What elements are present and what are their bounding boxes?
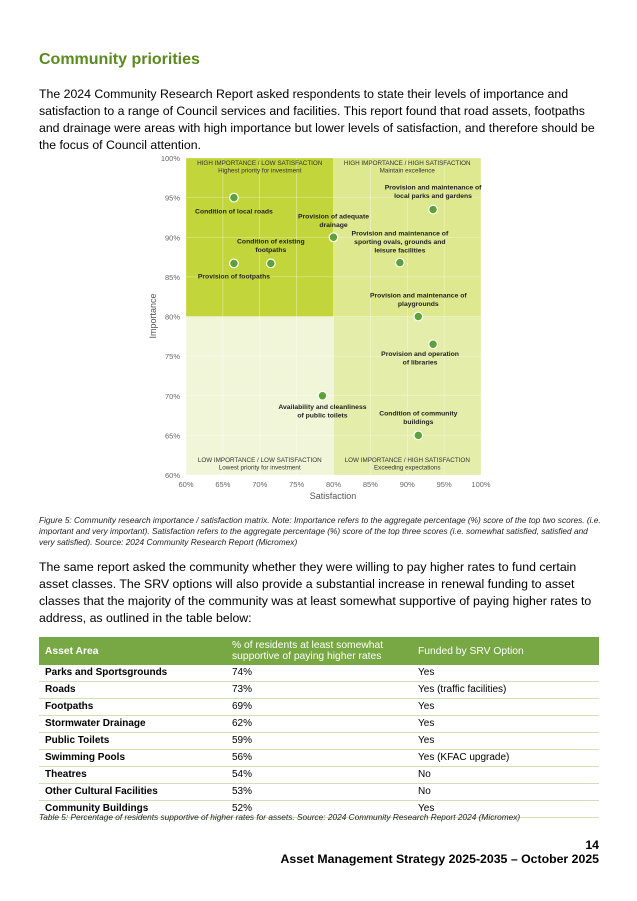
quadrant-title: HIGH IMPORTANCE / HIGH SATISFACTION [343,160,471,167]
x-tick-label: 85% [362,480,378,489]
asset-area-cell: Theatres [39,767,226,784]
column-header: % of residents at least somewhat supportive of paying higher rates [226,637,412,665]
column-header: Funded by SRV Option [412,637,599,665]
data-point [267,259,276,268]
table-row [39,784,599,801]
x-tick-label: 80% [325,480,342,489]
quadrant-title: HIGH IMPORTANCE / LOW SATISFACTION [197,160,323,167]
y-tick-label: 85% [164,272,180,282]
table-caption: Table 5: Percentage of residents supportive of higher rates for assets. Source: 2024 Community Research Report 2024 (Micromex) [39,812,521,822]
point-label: Provision of adequate drainage [297,213,370,229]
data-point [318,391,327,400]
x-tick-label: 90% [399,480,415,489]
x-tick-label: 60% [178,480,194,489]
page-number: 14 [585,838,599,852]
y-tick-label: 95% [164,193,180,203]
data-point [429,205,438,214]
data-point [329,233,338,242]
srv-funded-cell: Yes [412,665,599,682]
quadrant-subtitle: Highest priority for investment [218,167,302,175]
x-tick-label: 100% [471,480,491,489]
data-point [414,431,423,440]
figure-caption: Figure 5: Community research importance / satisfaction matrix. Note: Importance refers to the aggregate percentage (%) score of the top two scores. (i.e. important and very important). Satisfaction refers to the aggregate percentage (%) score of the top three scores (i.e. somewhat satisfied, satisfied and very satisfied). Source: 2024 Community Research Report (Micromex) [39,515,601,547]
support-percent-cell: 54% [226,767,412,784]
point-label: Provision and maintenance of local parks and gardens [384,184,482,201]
asset-area-cell: Parks and Sportsgrounds [39,665,226,682]
table-row [39,716,599,733]
srv-funded-cell: Yes [412,699,599,716]
data-point [396,258,405,267]
support-percent-cell: 59% [226,733,412,750]
y-tick-label: 75% [164,352,180,362]
asset-area-cell: Swimming Pools [39,750,226,767]
support-percent-cell: 56% [226,750,412,767]
point-label: Provision and operation of libraries [381,351,459,367]
point-label: Condition of existing footpaths [237,238,305,254]
y-tick-label: 90% [164,233,180,243]
quadrant-subtitle: Lowest priority for investment [218,464,301,472]
y-tick-label: 60% [164,471,180,480]
data-point [429,340,438,349]
asset-area-cell: Footpaths [39,699,226,716]
table-row [39,665,599,682]
asset-area-cell: Stormwater Drainage [39,716,226,733]
x-tick-label: 95% [436,480,452,489]
support-percent-cell: 52% [226,801,412,818]
column-header: Asset Area [39,637,226,665]
asset-area-cell: Public Toilets [39,733,226,750]
srv-funded-cell: Yes [412,716,599,733]
asset-support-table [39,637,599,818]
table-row [39,767,599,784]
data-point [230,193,239,202]
asset-area-cell: Community Buildings [39,801,226,818]
y-tick-label: 80% [164,312,180,322]
table-row [39,733,599,750]
x-tick-label: 70% [252,480,268,489]
point-label: Provision and maintenance of playgrounds [369,292,467,308]
srv-funded-cell: No [412,767,599,784]
data-point [230,259,239,268]
point-label: Condition of community buildings [379,410,458,426]
srv-funded-cell: Yes [412,801,599,818]
point-label: Condition of local roads [195,208,273,216]
support-percent-cell: 73% [226,682,412,699]
point-label: Provision of footpaths [197,273,270,281]
importance-satisfaction-matrix [140,150,500,512]
srv-funded-cell: Yes [412,733,599,750]
footer-title: Asset Management Strategy 2025-2035 – October 2025 [280,852,599,866]
body-paragraph: The same report asked the community whether they were willing to pay higher rates to fund certain asset classes. The SRV options will also provide a substantial increase in renewal funding to asset classes that the majority of the community was at least somewhat supportive of paying higher rates to address, as outlined in the table below: [39,560,592,625]
support-percent-cell: 53% [226,784,412,801]
srv-funded-cell: No [412,784,599,801]
asset-area-cell: Roads [39,682,226,699]
table-row [39,682,599,699]
y-tick-label: 100% [160,154,180,163]
srv-funded-cell: Yes (KFAC upgrade) [412,750,599,767]
quadrant-title: LOW IMPORTANCE / HIGH SATISFACTION [344,457,470,464]
point-label: Availability and cleanliness of public toilets [278,403,367,420]
support-percent-cell: 62% [226,716,412,733]
point-label: Provision and maintenance of sporting ovals, grounds and leisure facilities [351,230,449,255]
x-axis-label: Satisfaction [309,491,357,501]
y-tick-label: 70% [164,391,180,401]
data-point [414,312,423,321]
table-row [39,750,599,767]
support-percent-cell: 74% [226,665,412,682]
asset-area-cell: Other Cultural Facilities [39,784,226,801]
y-axis-label: Importance [148,293,158,339]
table-header-row [39,637,599,665]
section-heading: Community priorities [39,51,200,68]
support-percent-cell: 69% [226,699,412,716]
srv-funded-cell: Yes (traffic facilities) [412,682,599,699]
quadrant-subtitle: Exceeding expectations [373,464,441,472]
x-tick-label: 65% [215,480,231,489]
quadrant-title: LOW IMPORTANCE / LOW SATISFACTION [197,457,322,464]
x-tick-label: 75% [289,480,305,489]
intro-paragraph: The 2024 Community Research Report asked respondents to state their levels of importance and satisfaction to a range of Council services and facilities. This report found that road assets, footpaths and drainage were areas with high importance but lower levels of satisfaction, and therefore should be the focus of Council attention. [39,87,595,152]
quadrant-subtitle: Maintain excellence [379,167,435,175]
y-tick-label: 65% [164,431,180,441]
table-row [39,699,599,716]
